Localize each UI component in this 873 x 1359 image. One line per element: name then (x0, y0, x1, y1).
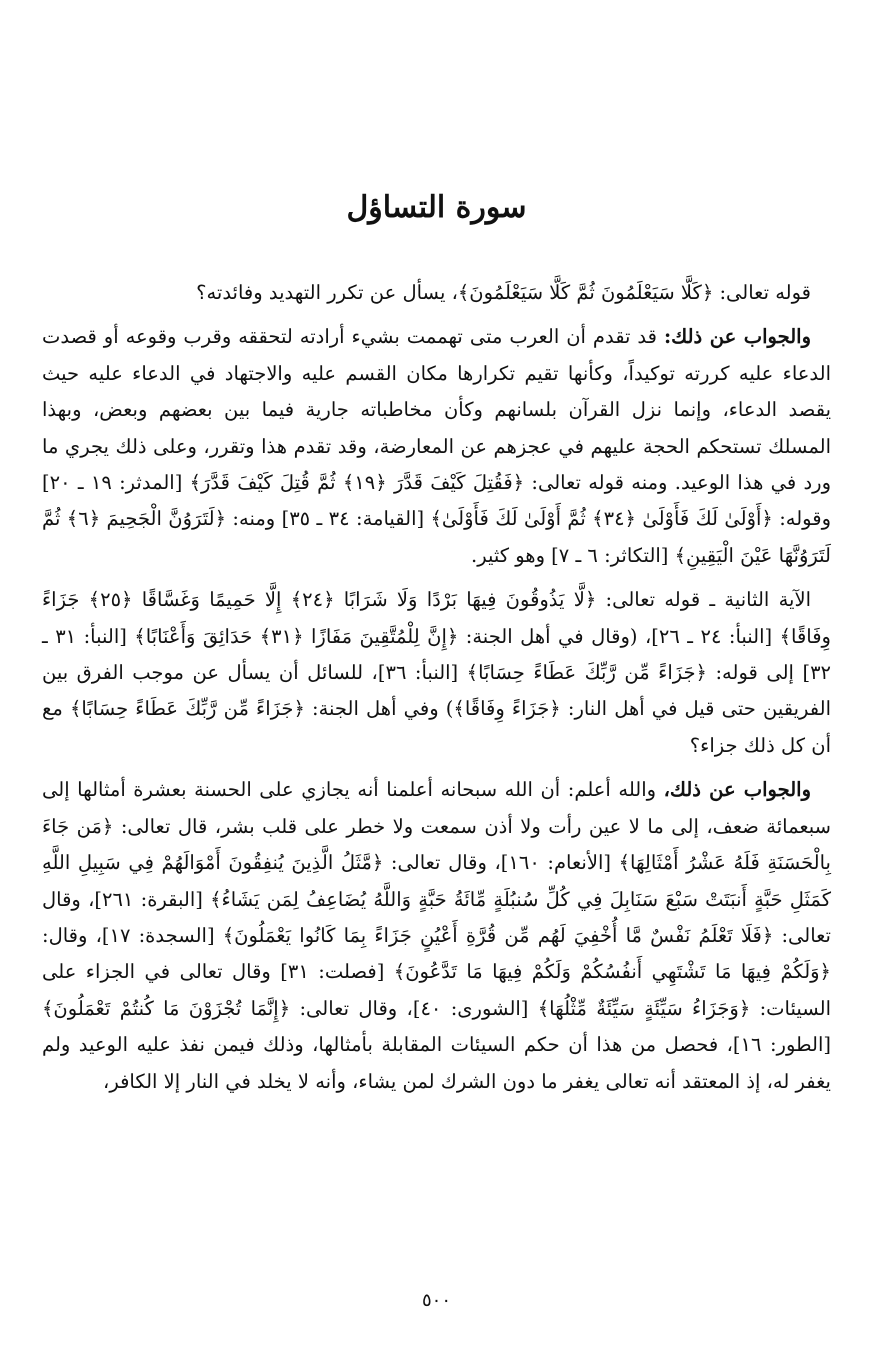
paragraph-question-2 (42, 582, 831, 764)
paragraph-lead: والجواب عن ذلك، (663, 778, 811, 802)
paragraph-text: قد تقدم أن العرب متى تهممت بشيء أرادته لتحققه وقرب وقوعه أو قصدت الدعاء عليه كررته توكيداً، وكأنها تقيم تكرارها مكان القسم عليه والاجتهاد في الدعاء عليه حيث يقصد الدعاء، وإنما نزل القرآن بلسانهم وكأن مخاطباته جارية فيما بين بعضهم وبعض، وبهذا المسلك تستحكم الحجة عليهم في عجزهم عن المعارضة، وقد تقدم هذا وتقرر، وعلى ذلك يجري ما ورد في هذا الوعيد. ومنه قوله تعالى: ﴿فَقُتِلَ كَيْفَ قَدَّرَ ﴿١٩﴾ ثُمَّ قُتِلَ كَيْفَ قَدَّرَ﴾ [المدثر: ١٩ ـ ٢٠] وقوله: ﴿أَوْلَىٰ لَكَ فَأَوْلَىٰ ﴿٣٤﴾ ثُمَّ أَوْلَىٰ لَكَ فَأَوْلَىٰ﴾ [القيامة: ٣٤ ـ ٣٥] ومنه: ﴿لَتَرَوُنَّ الْجَحِيمَ ﴿٦﴾ ثُمَّ لَتَرَوُنَّهَا عَيْنَ الْيَقِينِ﴾ [التكاثر: ٦ ـ ٧] وهو كثير. (42, 325, 831, 567)
paragraph-answer-1 (42, 319, 831, 574)
paragraph-text: الآية الثانية ـ قوله تعالى: ﴿لَّا يَذُوقُونَ فِيهَا بَرْدًا وَلَا شَرَابًا ﴿٢٤﴾ إِلَّا حَمِيمًا وَغَسَّاقًا ﴿٢٥﴾ جَزَاءً وِفَاقًا﴾ [النبأ: ٢٤ ـ ٢٦]، (وقال في أهل الجنة: ﴿إِنَّ لِلْمُتَّقِينَ مَفَازًا ﴿٣١﴾ حَدَائِقَ وَأَعْنَابًا﴾ [النبأ: ٣١ ـ ٣٢] إلى قوله: ﴿جَزَاءً مِّن رَّبِّكَ عَطَاءً حِسَابًا﴾ [النبأ: ٣٦]، للسائل أن يسأل عن موجب الفرق بين الفريقين حتى قيل في أهل النار: ﴿جَزَاءً وِفَاقًا﴾) وفي أهل الجنة: ﴿جَزَاءً مِّن رَّبِّكَ عَطَاءً حِسَابًا﴾ مع أن كل ذلك جزاء؟ (42, 588, 832, 757)
paragraph-question-1 (42, 275, 831, 311)
page-body (42, 275, 831, 1108)
paragraph-text: قوله تعالى: ﴿كَلَّا سَيَعْلَمُونَ ثُمَّ كَلَّا سَيَعْلَمُونَ﴾، يسأل عن تكرر التهديد وفائدته؟ (196, 281, 811, 304)
paragraph-lead: والجواب عن ذلك: (663, 325, 811, 349)
book-page (42, 0, 831, 1359)
paragraph-text: والله أعلم: أن الله سبحانه أعلمنا أنه يجازي على الحسنة بعشرة أمثالها إلى سبعمائة ضعف، إلى ما لا عين رأت ولا أذن سمعت ولا خطر على قلب بشر، قال تعالى: ﴿مَن جَاءَ بِالْحَسَنَةِ فَلَهُ عَشْرُ أَمْثَالِهَا﴾ [الأنعام: ١٦٠]، وقال تعالى: ﴿مَّثَلُ الَّذِينَ يُنفِقُونَ أَمْوَالَهُمْ فِي سَبِيلِ اللَّهِ كَمَثَلِ حَبَّةٍ أَنبَتَتْ سَبْعَ سَنَابِلَ فِي كُلِّ سُنبُلَةٍ مِّائَةُ حَبَّةٍ وَاللَّهُ يُضَاعِفُ لِمَن يَشَاءُ﴾ [البقرة: ٢٦١]، وقال تعالى: ﴿فَلَا تَعْلَمُ نَفْسٌ مَّا أُخْفِيَ لَهُم مِّن قُرَّةِ أَعْيُنٍ جَزَاءً بِمَا كَانُوا يَعْمَلُونَ﴾ [السجدة: ١٧]، وقال: ﴿وَلَكُمْ فِيهَا مَا تَشْتَهِي أَنفُسُكُمْ وَلَكُمْ فِيهَا مَا تَدَّعُونَ﴾ [فصلت: ٣١] وقال تعالى في الجزاء على السيئات: ﴿وَجَزَاءُ سَيِّئَةٍ سَيِّئَةٌ مِّثْلُهَا﴾ [الشورى: ٤٠]، وقال تعالى: ﴿إِنَّمَا تُجْزَوْنَ مَا كُنتُمْ تَعْمَلُونَ﴾ [الطور: ١٦]، فحصل من هذا أن حكم السيئات المقابلة بأمثالها، وذلك فيمن نفذ عليه الوعيد ولم يغفر له، إذ المعتقد أنه تعالى يغفر ما دون الشرك لمن يشاء، وأنه لا يخلد في النار إلا الكافر، (42, 778, 831, 1093)
paragraph-answer-2 (42, 772, 831, 1100)
surah-title: سورة التساؤل (346, 190, 527, 225)
page-number: ٥٠٠ (421, 1290, 451, 1311)
